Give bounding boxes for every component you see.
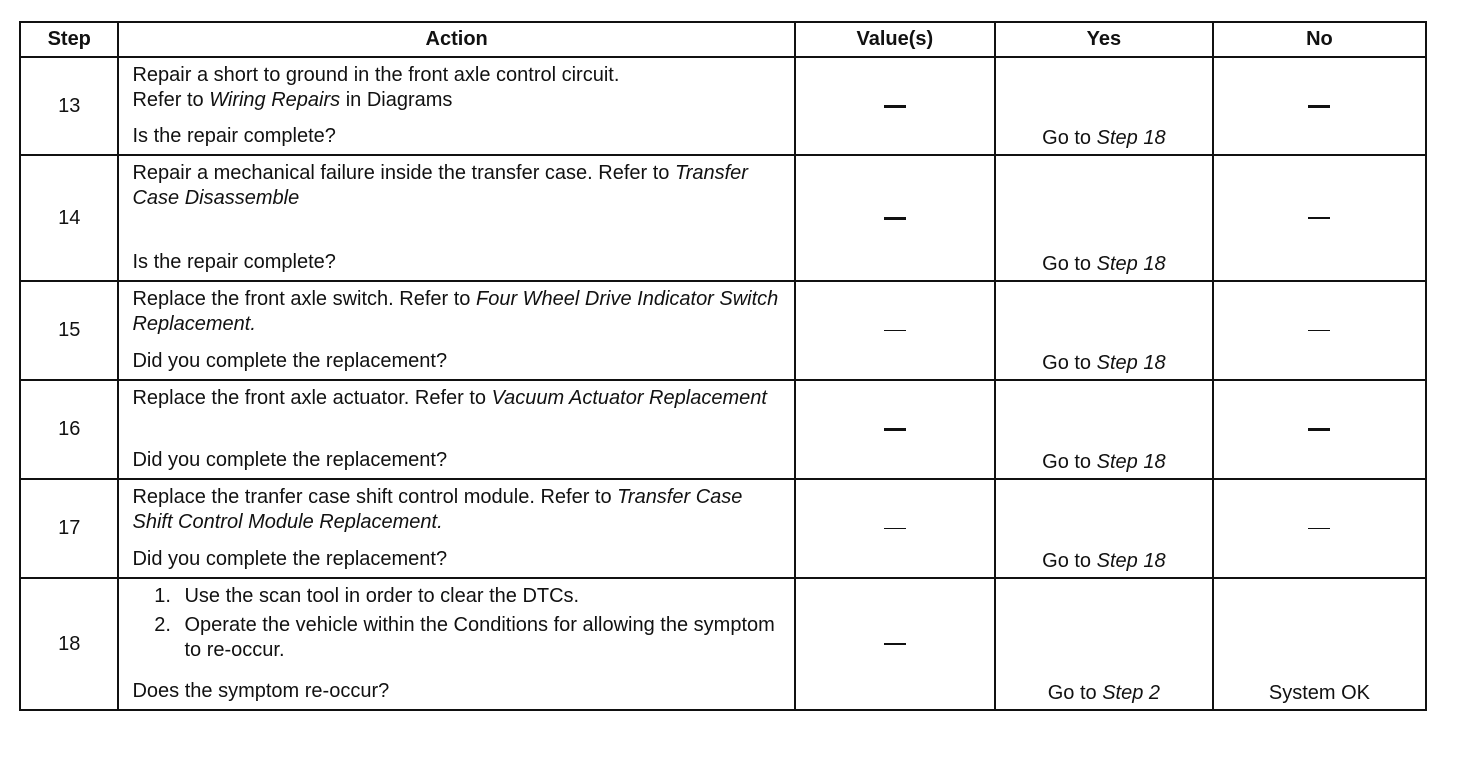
yes-cell [995, 578, 1213, 710]
reference-link: Transfer Case Disassemble [132, 162, 748, 209]
no-cell [1213, 155, 1426, 281]
table-row [20, 380, 1426, 479]
reference-link: Wiring Repairs [209, 89, 341, 111]
reference-link: Transfer Case Shift Control Module Replacement. [132, 486, 743, 533]
table-row [20, 281, 1426, 380]
action-text-ref [132, 485, 783, 535]
yes-cell [995, 57, 1213, 155]
action-text-ref [132, 386, 783, 411]
value-cell [795, 155, 995, 281]
header-step: Step [20, 22, 118, 57]
goto-text: Go to [1042, 127, 1097, 149]
step-number: 13 [20, 57, 118, 155]
header-row [20, 22, 1426, 57]
action-text: in Diagrams [340, 89, 453, 111]
action-text-ref [132, 287, 783, 337]
question-text: Did you complete the replacement? [132, 350, 448, 372]
yes-cell [995, 281, 1213, 380]
no-cell [1213, 479, 1426, 578]
no-cell [1213, 281, 1426, 380]
table-row [20, 155, 1426, 281]
goto-step-ref: Step 2 [1102, 682, 1161, 704]
action-text: Repair a short to ground in the front axle control circuit. [132, 64, 620, 86]
goto-step-ref: Step 18 [1096, 253, 1166, 275]
yes-cell [995, 479, 1213, 578]
header-action: Action [118, 22, 794, 57]
no-cell [1213, 380, 1426, 479]
action-text: Refer to [132, 89, 210, 111]
value-cell [795, 578, 995, 710]
goto-text: Go to [1042, 451, 1097, 473]
dash-mark [884, 217, 906, 220]
action-cell [118, 380, 794, 479]
goto-text: Go to [1047, 682, 1103, 704]
reference-link: Vacuum Actuator Replacement [491, 387, 767, 409]
goto-step-ref: Step 18 [1096, 352, 1166, 374]
dash-mark [1308, 217, 1330, 219]
dash-mark [884, 105, 906, 108]
dash-mark [884, 528, 906, 530]
table-row [20, 57, 1426, 155]
action-list [132, 584, 783, 663]
goto-step-ref: Step 18 [1096, 550, 1166, 572]
diagnostic-table [19, 21, 1427, 711]
value-cell [795, 380, 995, 479]
yes-cell [995, 155, 1213, 281]
no-cell [1213, 57, 1426, 155]
action-text: Replace the front axle actuator. Refer to [132, 387, 492, 409]
list-item: 2. Operate the vehicle within the Conditions for allowing the symptom to re-occur. [176, 613, 783, 663]
value-cell [795, 281, 995, 380]
list-item: 1. Use the scan tool in order to clear the DTCs. [176, 584, 783, 609]
action-text-ref [132, 88, 783, 113]
dash-mark [1308, 528, 1330, 530]
question-text: Did you complete the replacement? [132, 449, 448, 471]
action-cell [118, 155, 794, 281]
action-text: Replace the front axle switch. Refer to [132, 288, 476, 310]
step-number: 15 [20, 281, 118, 380]
dash-mark [1308, 330, 1330, 332]
step-number: 14 [20, 155, 118, 281]
step-number: 18 [20, 578, 118, 710]
table-row [20, 578, 1426, 710]
action-cell [118, 57, 794, 155]
no-cell: System OK [1213, 578, 1426, 710]
yes-cell [995, 380, 1213, 479]
dash-mark [1308, 105, 1330, 108]
step-number: 16 [20, 380, 118, 479]
question-text: Did you complete the replacement? [132, 548, 448, 570]
dash-mark [884, 330, 906, 332]
reference-link: Four Wheel Drive Indicator Switch Replacement. [132, 288, 779, 335]
header-no: No [1213, 22, 1426, 57]
goto-step-ref: Step 18 [1096, 127, 1166, 149]
action-cell [118, 281, 794, 380]
goto-text: Go to [1042, 550, 1097, 572]
dash-mark [884, 428, 906, 431]
question-text: Does the symptom re-occur? [132, 680, 390, 702]
goto-text: Go to [1042, 253, 1097, 275]
action-cell [118, 578, 794, 710]
header-yes: Yes [995, 22, 1213, 57]
question-text: Is the repair complete? [132, 251, 336, 273]
header-values: Value(s) [795, 22, 995, 57]
question-text: Is the repair complete? [132, 125, 336, 147]
action-text-ref [132, 161, 783, 211]
dash-mark [884, 643, 906, 645]
dash-mark [1308, 428, 1330, 431]
value-cell [795, 57, 995, 155]
action-text: Repair a mechanical failure inside the transfer case. Refer to [132, 162, 675, 184]
goto-text: Go to [1042, 352, 1097, 374]
goto-step-ref: Step 18 [1096, 451, 1166, 473]
table-row [20, 479, 1426, 578]
step-number: 17 [20, 479, 118, 578]
action-cell [118, 479, 794, 578]
action-text: Replace the tranfer case shift control module. Refer to [132, 486, 618, 508]
value-cell [795, 479, 995, 578]
